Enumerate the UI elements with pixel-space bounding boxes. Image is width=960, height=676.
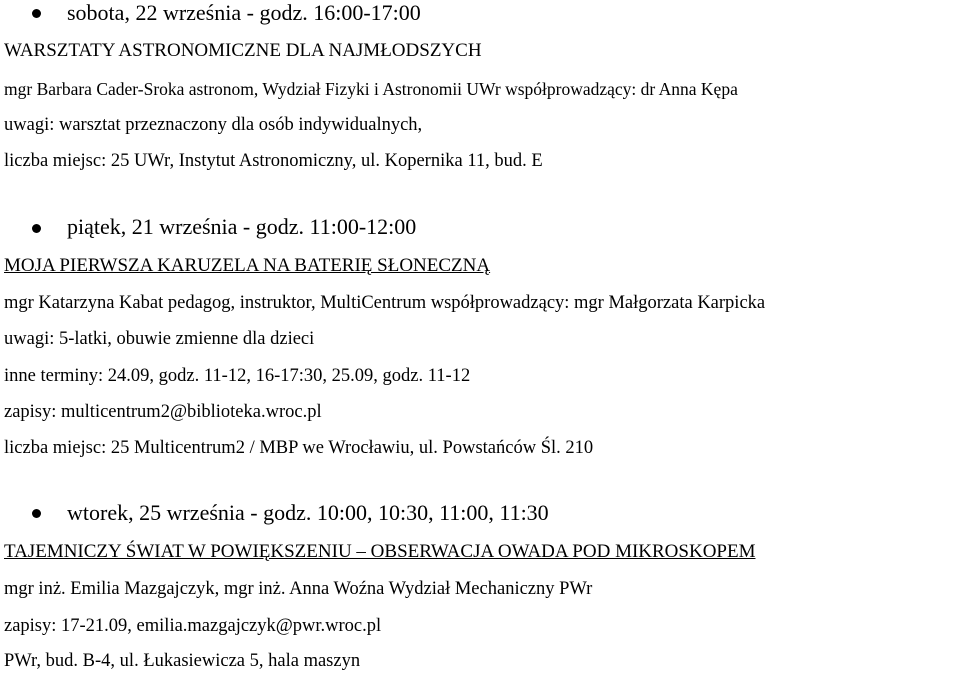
bullet-icon xyxy=(32,9,41,18)
bullet-icon xyxy=(32,224,41,233)
event-date: wtorek, 25 września - godz. 10:00, 10:30, 11:00, 11:30 xyxy=(67,500,549,525)
event-presenter: mgr inż. Emilia Mazgajczyk, mgr inż. Anna Woźna Wydział Mechaniczny PWr xyxy=(4,579,593,599)
event-title: MOJA PIERWSZA KARUZELA NA BATERIĘ SŁONECZNĄ xyxy=(4,255,491,276)
event-notes: uwagi: 5-latki, obuwie zmienne dla dzieci xyxy=(4,329,315,349)
event-notes: uwagi: warsztat przeznaczony dla osób indywidualnych, xyxy=(4,115,423,135)
event-title: WARSZTATY ASTRONOMICZNE DLA NAJMŁODSZYCH xyxy=(4,40,482,61)
event-location: liczba miejsc: 25 UWr, Instytut Astronomiczny, ul. Kopernika 11, bud. E xyxy=(4,151,543,171)
event-presenter: mgr Katarzyna Kabat pedagog, instruktor, MultiCentrum współprowadzący: mgr Małgorzata Karpicka xyxy=(4,293,766,313)
event-registration: zapisy: 17-21.09, emilia.mazgajczyk@pwr.wroc.pl xyxy=(4,616,382,636)
event-date: sobota, 22 września - godz. 16:00-17:00 xyxy=(67,0,421,25)
event-other-dates: inne terminy: 24.09, godz. 11-12, 16-17:30, 25.09, godz. 11-12 xyxy=(4,366,471,386)
event-registration: zapisy: multicentrum2@biblioteka.wroc.pl xyxy=(4,402,322,422)
event-title: TAJEMNICZY ŚWIAT W POWIĘKSZENIU – OBSERWACJA OWADA POD MIKROSKOPEM xyxy=(4,541,756,562)
event-presenter: mgr Barbara Cader-Sroka astronom, Wydział Fizyki i Astronomii UWr współprowadzący: dr Anna Kępa xyxy=(4,79,738,99)
event-location: liczba miejsc: 25 Multicentrum2 / MBP we Wrocławiu, ul. Powstańców Śl. 210 xyxy=(4,438,594,458)
event-date: piątek, 21 września - godz. 11:00-12:00 xyxy=(67,214,417,239)
event-location: PWr, bud. B-4, ul. Łukasiewicza 5, hala maszyn xyxy=(4,651,361,671)
bullet-icon xyxy=(32,509,41,518)
